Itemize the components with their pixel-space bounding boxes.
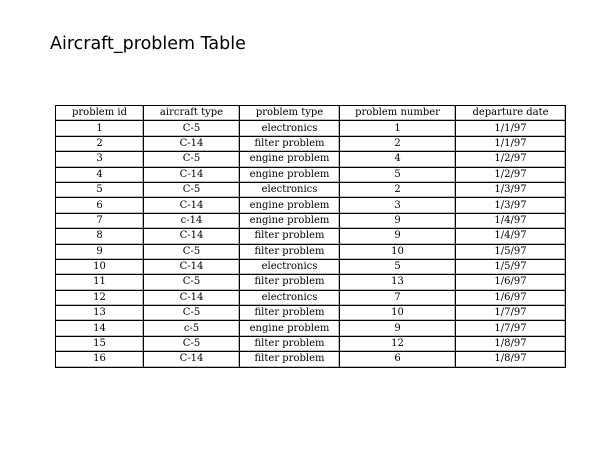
cell-departure-date: 1/2/97 [456, 167, 566, 182]
cell-departure-date: 1/6/97 [456, 275, 566, 290]
cell-aircraft-type: c-5 [144, 321, 240, 336]
table-row [56, 321, 566, 336]
cell-problem-number: 9 [340, 213, 456, 228]
cell-problem-number: 10 [340, 244, 456, 259]
cell-aircraft-type: c-14 [144, 213, 240, 228]
cell-departure-date: 1/8/97 [456, 336, 566, 351]
cell-problem-id: 9 [56, 244, 144, 259]
cell-problem-id: 14 [56, 321, 144, 336]
cell-departure-date: 1/7/97 [456, 306, 566, 321]
cell-problem-type: filter problem [240, 352, 340, 367]
cell-problem-id: 6 [56, 198, 144, 213]
cell-problem-number: 9 [340, 229, 456, 244]
cell-problem-type: electronics [240, 121, 340, 136]
cell-departure-date: 1/3/97 [456, 182, 566, 197]
cell-departure-date: 1/4/97 [456, 229, 566, 244]
cell-departure-date: 1/1/97 [456, 121, 566, 136]
cell-problem-number: 6 [340, 352, 456, 367]
cell-aircraft-type: C-5 [144, 121, 240, 136]
table-row [56, 259, 566, 274]
cell-problem-id: 10 [56, 259, 144, 274]
cell-departure-date: 1/6/97 [456, 290, 566, 305]
cell-problem-type: filter problem [240, 336, 340, 351]
cell-aircraft-type: C-5 [144, 182, 240, 197]
cell-problem-id: 12 [56, 290, 144, 305]
cell-aircraft-type: C-5 [144, 244, 240, 259]
table-row [56, 213, 566, 228]
cell-problem-type: engine problem [240, 198, 340, 213]
cell-problem-type: engine problem [240, 213, 340, 228]
cell-problem-id: 2 [56, 136, 144, 151]
cell-problem-number: 4 [340, 152, 456, 167]
cell-aircraft-type: C-14 [144, 259, 240, 274]
table-row [56, 182, 566, 197]
cell-aircraft-type: C-5 [144, 275, 240, 290]
cell-problem-number: 7 [340, 290, 456, 305]
cell-problem-type: filter problem [240, 306, 340, 321]
table-row [56, 198, 566, 213]
column-header-problem-id: problem id [56, 106, 144, 121]
cell-aircraft-type: C-14 [144, 167, 240, 182]
cell-aircraft-type: C-14 [144, 290, 240, 305]
cell-problem-id: 15 [56, 336, 144, 351]
cell-aircraft-type: C-5 [144, 336, 240, 351]
cell-aircraft-type: C-5 [144, 306, 240, 321]
cell-departure-date: 1/4/97 [456, 213, 566, 228]
cell-departure-date: 1/7/97 [456, 321, 566, 336]
cell-problem-id: 5 [56, 182, 144, 197]
cell-problem-id: 13 [56, 306, 144, 321]
table-header-row [56, 106, 566, 121]
cell-problem-id: 1 [56, 121, 144, 136]
cell-problem-number: 13 [340, 275, 456, 290]
cell-departure-date: 1/5/97 [456, 244, 566, 259]
cell-problem-type: filter problem [240, 244, 340, 259]
cell-problem-type: engine problem [240, 321, 340, 336]
cell-problem-number: 3 [340, 198, 456, 213]
table-row [56, 306, 566, 321]
aircraft-problem-table [55, 105, 566, 368]
cell-problem-id: 8 [56, 229, 144, 244]
cell-departure-date: 1/2/97 [456, 152, 566, 167]
cell-problem-id: 11 [56, 275, 144, 290]
cell-problem-number: 5 [340, 167, 456, 182]
cell-departure-date: 1/8/97 [456, 352, 566, 367]
page-title: Aircraft_problem Table [50, 34, 246, 54]
column-header-departure-date: departure date [456, 106, 566, 121]
column-header-problem-number: problem number [340, 106, 456, 121]
table-row [56, 152, 566, 167]
table-row [56, 352, 566, 367]
cell-problem-id: 16 [56, 352, 144, 367]
cell-problem-type: electronics [240, 290, 340, 305]
cell-aircraft-type: C-14 [144, 229, 240, 244]
table-row [56, 121, 566, 136]
cell-problem-number: 2 [340, 182, 456, 197]
table-row [56, 244, 566, 259]
column-header-aircraft-type: aircraft type [144, 106, 240, 121]
cell-problem-number: 1 [340, 121, 456, 136]
cell-problem-number: 5 [340, 259, 456, 274]
cell-problem-type: electronics [240, 182, 340, 197]
cell-departure-date: 1/3/97 [456, 198, 566, 213]
table-body [56, 121, 566, 367]
cell-aircraft-type: C-5 [144, 152, 240, 167]
cell-problem-number: 9 [340, 321, 456, 336]
cell-problem-id: 4 [56, 167, 144, 182]
cell-problem-type: engine problem [240, 167, 340, 182]
cell-problem-type: engine problem [240, 152, 340, 167]
column-header-problem-type: problem type [240, 106, 340, 121]
table-row [56, 336, 566, 351]
cell-aircraft-type: C-14 [144, 352, 240, 367]
cell-problem-number: 2 [340, 136, 456, 151]
table-row [56, 136, 566, 151]
cell-problem-id: 3 [56, 152, 144, 167]
cell-problem-type: filter problem [240, 136, 340, 151]
cell-aircraft-type: C-14 [144, 198, 240, 213]
cell-problem-number: 10 [340, 306, 456, 321]
cell-problem-type: electronics [240, 259, 340, 274]
cell-problem-type: filter problem [240, 275, 340, 290]
cell-departure-date: 1/1/97 [456, 136, 566, 151]
cell-problem-type: filter problem [240, 229, 340, 244]
table-row [56, 229, 566, 244]
cell-problem-id: 7 [56, 213, 144, 228]
cell-departure-date: 1/5/97 [456, 259, 566, 274]
cell-problem-number: 12 [340, 336, 456, 351]
table-row [56, 275, 566, 290]
table-row [56, 167, 566, 182]
table-row [56, 290, 566, 305]
cell-aircraft-type: C-14 [144, 136, 240, 151]
